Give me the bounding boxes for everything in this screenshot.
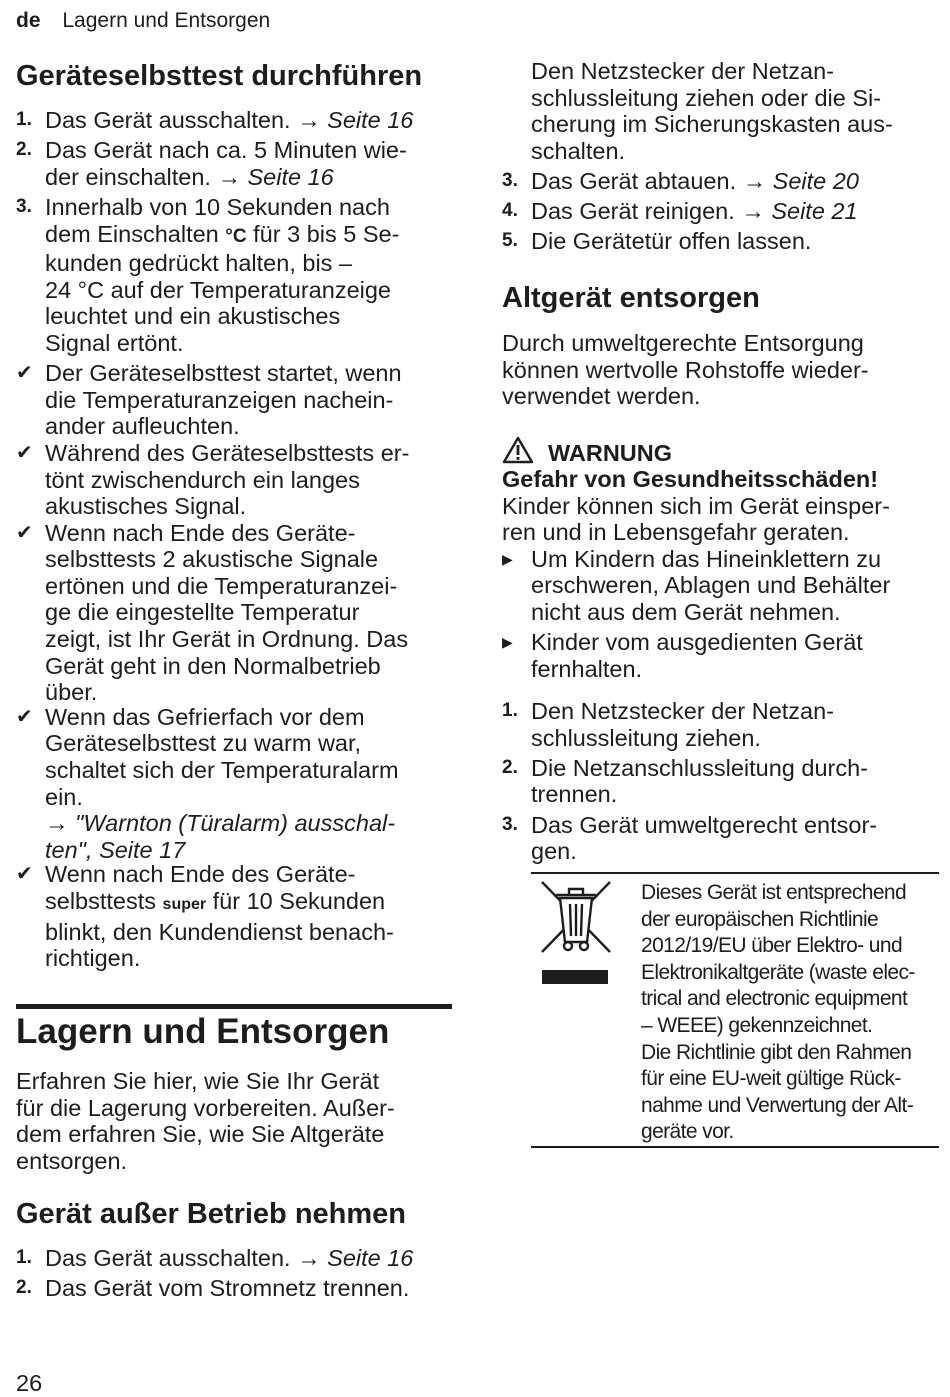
warning-label: WARNUNG: [502, 436, 672, 467]
storage-intro: Erfahren Sie hier, wie Sie Ihr Gerät für die Lagerung vorbereiten. Außer- dem erfahren Sie, wie Sie Altgeräte entsorgen.: [16, 1068, 395, 1174]
decommission-steps: [16, 1245, 450, 1302]
list-item: ✔ Wenn nach Ende des Geräte- selbsttests 2 akustische Signale ertönen und die Temperaturanzei- ge die eingestellte Temperatur zeigt, ist Ihr Gerät in Ordnung. Das Gerät geht in den Normalbetrieb über.: [16, 519, 409, 706]
arrow-right-icon: →: [45, 810, 69, 837]
check-icon: ✔: [16, 441, 33, 464]
chapter-title: Lagern und Entsorgen: [16, 1012, 390, 1051]
arrow-right-icon: →: [217, 163, 241, 190]
celsius-button-symbol: °C: [225, 225, 247, 247]
cross-reference-link[interactable]: → "Warnton (Türalarm) ausschal- ten", Seite 17: [45, 810, 396, 863]
list-item: 3. Das Gerät abtauen. → Seite 20: [502, 167, 859, 194]
list-item: 2. Die Netzanschlussleitung durch- trennen.: [502, 754, 868, 808]
page-reference-link[interactable]: Seite 16: [327, 107, 414, 133]
list-item: 1. Das Gerät ausschalten. → Seite 16: [16, 1245, 414, 1271]
arrow-right-icon: →: [297, 1245, 321, 1271]
running-header: [16, 9, 270, 33]
page-reference-link[interactable]: Seite 21: [771, 198, 858, 225]
check-icon: ✔: [16, 705, 33, 728]
language-code: de: [16, 9, 41, 32]
list-item: ✔ Wenn das Gefrierfach vor dem Geräteselbsttest zu warm war, schaltet sich der Temperaturalarm ein. → "Warnton (Türalarm) ausschal- ten", Seite 17: [16, 703, 399, 863]
list-item: 4. Das Gerät reinigen. → Seite 21: [502, 198, 858, 225]
weee-box-top-rule: [531, 872, 939, 874]
weee-notice: Dieses Gerät ist entsprechend der europäischen Richtlinie 2012/19/EU über Elektro- und Elektronikaltgeräte (waste elec- trical and electronic equipment – WEEE) gekennzeichnet. Die Richtlinie gibt den Rahmen für eine EU-weit gültige Rück- nahme und Verwertung der Alt- geräte vor.: [641, 881, 915, 1144]
list-item: 3. Das Gerät umweltgerecht entsor- gen.: [502, 811, 878, 865]
arrow-right-icon: →: [297, 107, 321, 133]
section-divider: [16, 1004, 452, 1009]
list-item: ✔ Während des Geräteselbsttests er- tönt zwischendurch ein langes akustisches Signal.: [16, 439, 410, 520]
weee-box-bottom-rule: [531, 1146, 939, 1148]
check-icon: ✔: [16, 521, 33, 544]
decommission-continuation: [502, 58, 942, 255]
warning-heading: Gefahr von Gesundheitsschäden!: [502, 466, 879, 492]
list-item: 2. Das Gerät vom Stromnetz trennen.: [16, 1275, 410, 1302]
list-item: ▶ Um Kindern das Hineinklettern zu erschweren, Ablagen und Behälter nicht aus dem Gerät nehmen.: [502, 545, 891, 625]
selftest-title: Geräteselbsttest durchführen: [16, 60, 423, 92]
list-item: 1. Den Netzstecker der Netzan- schlussleitung ziehen.: [502, 698, 835, 751]
crossed-out-bin-icon: [538, 878, 614, 988]
warning-triangle-icon: [502, 436, 534, 464]
list-item: 1. Das Gerät ausschalten. → Seite 16: [16, 107, 414, 133]
page-number: 26: [16, 1370, 43, 1396]
arrow-right-icon: →: [741, 198, 765, 225]
page-reference-link[interactable]: Seite 16: [327, 1245, 414, 1271]
triangle-bullet-icon: ▶: [502, 550, 513, 567]
list-item: 3. Innerhalb von 10 Sekunden nach dem Einschalten °C für 3 bis 5 Se- kunden gedrückt halten, bis – 24 °C auf der Temperaturanzeige leuchtet und ein akustisches Signal ertönt.: [16, 193, 400, 356]
list-item: 5. Die Gerätetür offen lassen.: [502, 228, 812, 255]
disposal-intro: Durch umweltgerechte Entsorgung können wertvolle Rohstoffe wieder- verwendet werden.: [502, 330, 869, 410]
disposal-title: Altgerät entsorgen: [502, 282, 760, 314]
header-section-title: Lagern und Entsorgen: [62, 9, 271, 32]
warning-body: Gefahr von Gesundheitsschäden! Kinder können sich im Gerät einsper- ren und in Lebensgefahr geraten. ▶ Um Kindern das Hineinklettern zu erschweren, Ablagen und Behälter nicht aus dem Gerät nehmen. ▶ Kinder vom ausgedienten Gerät fernhalten.: [502, 466, 942, 682]
check-icon: ✔: [16, 362, 33, 385]
check-icon: ✔: [16, 863, 33, 886]
disposal-steps: [502, 698, 942, 865]
list-item: ✔ Wenn nach Ende des Geräte- selbsttests super für 10 Sekunden blinkt, den Kundendienst benach- richtigen.: [16, 861, 394, 972]
arrow-right-icon: →: [742, 167, 767, 194]
triangle-bullet-icon: ▶: [502, 634, 513, 651]
super-button-symbol: super: [162, 896, 207, 913]
selftest-steps: [16, 107, 450, 972]
decommission-title: Gerät außer Betrieb nehmen: [16, 1198, 406, 1230]
list-item: ✔ Der Geräteselbsttest startet, wenn die Temperaturanzeigen nachein- ander aufleuchten.: [16, 360, 402, 440]
list-item: ▶ Kinder vom ausgedienten Gerät fernhalten.: [502, 629, 863, 682]
list-item: 2. Das Gerät nach ca. 5 Minuten wie- der einschalten. → Seite 16: [16, 137, 407, 190]
list-item-continuation: Den Netzstecker der Netzan- schlussleitung ziehen oder die Si- cherung im Sicherungskasten aus- schalten.: [531, 58, 893, 164]
page-reference-link[interactable]: Seite 16: [247, 163, 334, 190]
page-reference-link[interactable]: Seite 20: [772, 167, 859, 194]
